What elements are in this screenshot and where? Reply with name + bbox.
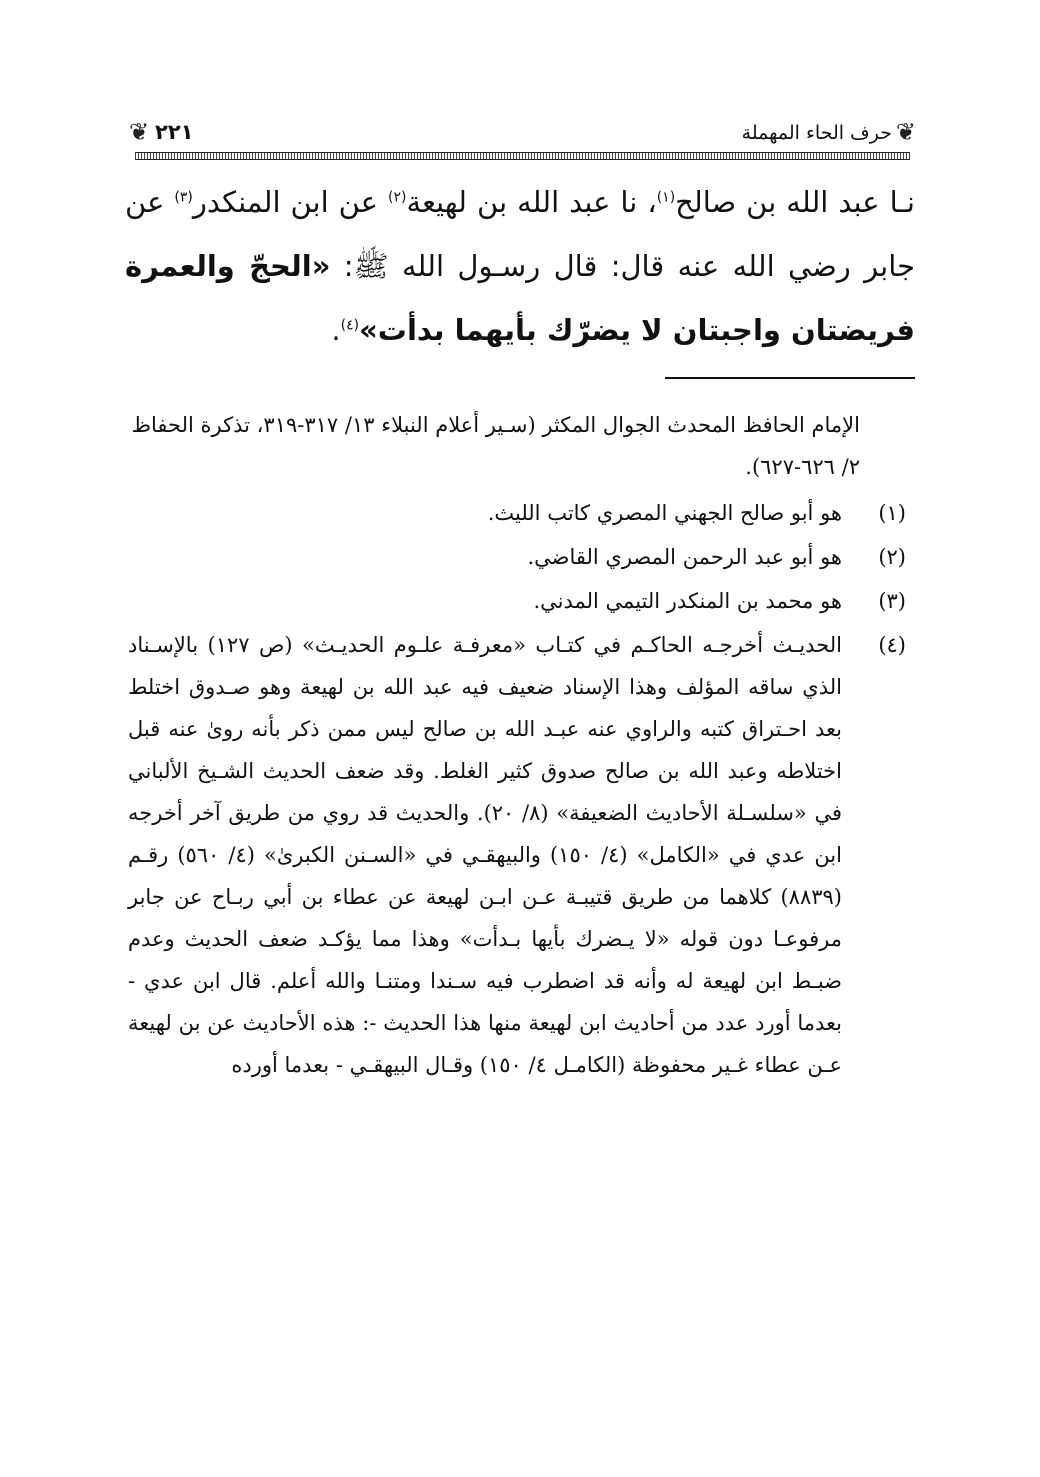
text-run: عن جابر رضي الله عنه قال: قال رسـول الله ﷺ:	[125, 185, 915, 283]
footnote-number: (٤)	[878, 633, 906, 657]
footnote-item	[128, 580, 906, 622]
ornament-left-icon: ❦	[129, 118, 150, 146]
main-paragraph	[125, 170, 915, 362]
text-run: عن ابن المنكدر	[192, 185, 389, 219]
footnote-ref-2[interactable]: (٢)	[388, 189, 407, 206]
text-run: .	[331, 313, 341, 347]
footnote-text: هو أبو عبد الرحمن المصري القاضي.	[527, 545, 842, 569]
text-run: ، نا عبد الله بن لهيعة	[406, 185, 657, 219]
footnote-text: هو محمد بن المنكدر التيمي المدني.	[533, 589, 842, 613]
running-header	[129, 118, 916, 158]
footnote-text: الحديـث أخرجـه الحاكـم في كتـاب «معرفـة علـوم الحديـث» (ص ١٢٧) بالإسـناد الذي ساقه المؤلف وهذا الإسناد ضعيف فيه عبد الله بن لهيعة وهو صـدوق اختلط بعد احـتراق كتبه والراوي عنه عبـد الله بن صالح ليس ممن ذكر بأنه روىٰ عنه قبل اختلاطه وعبد الله بن صالح صدوق كثير الغلط. وقد ضعف الحديث الشـيخ الألباني في «سلسـلة الأحاديث الضعيفة» (٨/ ٢٠). والحديث قد روي من طريق آخر أخرجه ابن عدي في «الكامل» (٤/ ١٥٠) والبيهقـي في «السـنن الكبرىٰ» (٤/ ٥٦٠) رقـم (٨٨٣٩) كلاهما من طريق قتيبـة عـن ابـن لهيعة عن عطاء بن أبي ربـاح عن جابر مرفوعـا دون قوله «لا يـضرك بأيها بـدأت» وهذا مما يؤكـد ضعف الحديث وعدم ضبـط ابن لهيعة له وأنه قد اضطرب فيه سـندا ومتنـا والله أعلم. قال ابن عدي - بعدما أورد عدد من أحاديث ابن لهيعة منها هذا الحديث -: هذه الأحاديث عن بن لهيعة عـن عطاء غـير محفوظة (الكامـل ٤/ ١٥٠) وقـال البيهقـي - بعدما أورده	[128, 633, 842, 1077]
header-rule	[135, 152, 910, 160]
hadith-text: «الحجّ والعمرة فريضتان واجبتان لا يضرّك بأيهما بدأت»	[125, 249, 915, 347]
footnote-text: هو أبو صالح الجهني المصري كاتب الليث.	[487, 501, 842, 525]
page-number: ٢٢١	[155, 120, 194, 144]
footnote-item	[128, 536, 906, 578]
footnote-item	[128, 624, 906, 1086]
chapter-title: حرف الحاء المهملة	[741, 122, 892, 144]
ornament-right-icon: ❦	[895, 118, 916, 146]
footnote-number: (٣)	[878, 589, 906, 613]
text-run: نـا عبد الله بن صالح	[675, 185, 915, 219]
footnotes	[128, 404, 906, 1088]
footnote-number: (٢)	[878, 545, 906, 569]
main-text	[125, 170, 915, 362]
footnote-ref-4[interactable]: (٤)	[340, 317, 360, 334]
footnote-continuation: الإمام الحافظ المحدث الجوال المكثر (سـير أعلام النبلاء ١٣/ ٣١٧-٣١٩، تذكرة الحفاظ ٢/ ٦٢٦-٦٢٧).	[131, 413, 860, 479]
footnote-number: (١)	[878, 501, 906, 525]
footnote-ref-1[interactable]: (١)	[656, 189, 676, 206]
footnote-item	[128, 492, 906, 534]
footnote-separator	[665, 377, 915, 379]
footnote-ref-3[interactable]: (٣)	[174, 189, 193, 206]
